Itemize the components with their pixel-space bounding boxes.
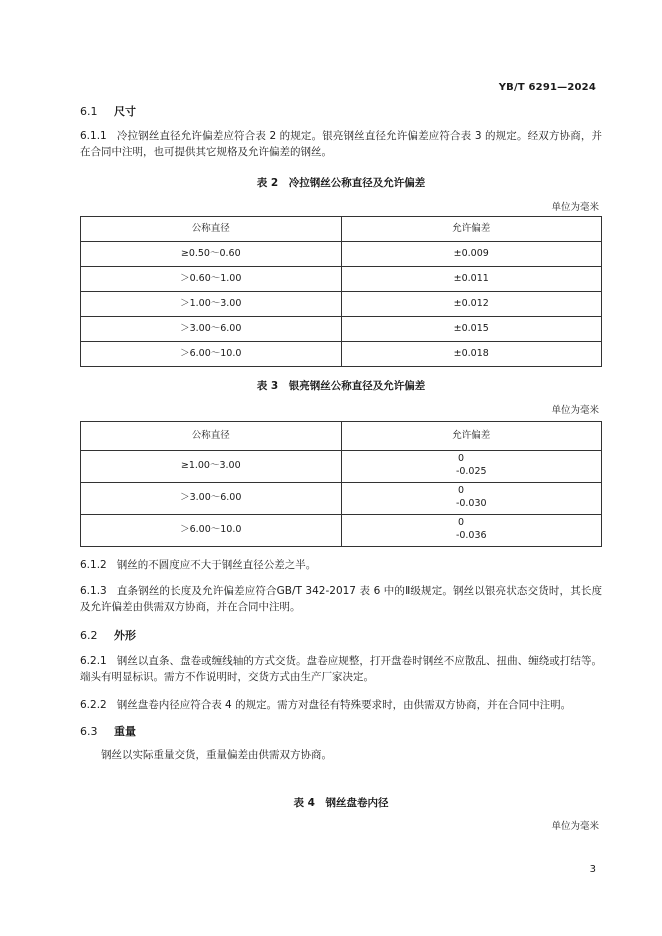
table-3-unit: 单位为毫米 — [551, 405, 599, 416]
section-number: 6.1 — [80, 105, 98, 118]
table-header-row — [81, 422, 602, 451]
section-title: 尺寸 — [114, 105, 136, 118]
table-header-row — [81, 217, 602, 242]
clause-number: 6.1.1 — [80, 130, 107, 142]
table-row — [81, 267, 602, 292]
cell-diameter: ＞6.00～10.0 — [81, 342, 342, 367]
cell-tolerance — [341, 483, 602, 515]
table-4-unit: 单位为毫米 — [551, 821, 599, 832]
cell-diameter: ≥1.00～3.00 — [81, 451, 342, 483]
table-3-caption: 表 3 银亮钢丝公称直径及允许偏差 — [256, 380, 426, 392]
clause-text: 钢丝的不圆度应不大于钢丝直径公差之半。 — [116, 559, 317, 571]
clause-number: 6.2.2 — [80, 699, 107, 711]
clause-6-1-3 — [80, 583, 602, 616]
upper-deviation: 0 — [457, 453, 464, 465]
cell-tolerance — [341, 515, 602, 547]
standard-code: YB/T 6291—2024 — [498, 82, 596, 93]
table-2-unit: 单位为毫米 — [551, 202, 599, 213]
table-2 — [80, 216, 602, 367]
clause-6-1-2 — [80, 557, 602, 573]
clause-text: 直条钢丝的长度及允许偏差应符合GB/T 342-2017 表 6 中的Ⅱ级规定。钢丝以银亮状态交货时，其长度及允许偏差由供需双方协商，并在合同中注明。 — [80, 585, 602, 614]
header-nominal-diameter: 公称直径 — [81, 422, 342, 451]
cell-tolerance: ±0.011 — [341, 267, 602, 292]
table-4-caption: 表 4 钢丝盘卷内径 — [293, 797, 389, 809]
lower-deviation: -0.025 — [455, 466, 487, 478]
table-row — [81, 342, 602, 367]
table-3 — [80, 421, 602, 547]
section-number: 6.3 — [80, 725, 98, 738]
header-tolerance: 允许偏差 — [341, 217, 602, 242]
section-6-3-text: 钢丝以实际重量交货，重量偏差由供需双方协商。 — [101, 749, 332, 761]
clause-text: 钢丝以直条、盘卷或缠线轴的方式交货。盘卷应规整，打开盘卷时钢丝不应散乱、扭曲、缠绕或打结等。端头有明显标识。需方不作说明时，交货方式由生产厂家决定。 — [80, 655, 602, 684]
section-number: 6.2 — [80, 629, 98, 642]
cell-tolerance: ±0.009 — [341, 242, 602, 267]
clause-number: 6.1.3 — [80, 585, 107, 597]
section-6-3-heading — [80, 723, 602, 740]
cell-diameter: ≥0.50～0.60 — [81, 242, 342, 267]
table-2-caption: 表 2 冷拉钢丝公称直径及允许偏差 — [256, 177, 426, 189]
section-6-2-heading — [80, 627, 602, 644]
cell-diameter: ＞1.00～3.00 — [81, 292, 342, 317]
table-row — [81, 515, 602, 547]
header-tolerance: 允许偏差 — [341, 422, 602, 451]
table-row — [81, 317, 602, 342]
table-row — [81, 242, 602, 267]
cell-tolerance: ±0.015 — [341, 317, 602, 342]
lower-deviation: -0.036 — [455, 530, 487, 542]
table-row — [81, 451, 602, 483]
section-6-1-heading — [80, 103, 602, 120]
upper-deviation: 0 — [457, 517, 464, 529]
page-number: 3 — [589, 864, 596, 875]
table-row — [81, 292, 602, 317]
clause-text: 钢丝盘卷内径应符合表 4 的规定。需方对盘径有特殊要求时，由供需双方协商，并在合同中注明。 — [116, 699, 572, 711]
cell-diameter: ＞3.00～6.00 — [81, 317, 342, 342]
cell-diameter: ＞0.60～1.00 — [81, 267, 342, 292]
clause-number: 6.1.2 — [80, 559, 107, 571]
cell-diameter: ＞6.00～10.0 — [81, 515, 342, 547]
header-nominal-diameter: 公称直径 — [81, 217, 342, 242]
cell-tolerance: ±0.012 — [341, 292, 602, 317]
lower-deviation: -0.030 — [455, 498, 487, 510]
clause-number: 6.2.1 — [80, 655, 107, 667]
upper-deviation: 0 — [457, 485, 464, 497]
clause-text: 冷拉钢丝直径允许偏差应符合表 2 的规定。银亮钢丝直径允许偏差应符合表 3 的规定。经双方协商，并在合同中注明，也可提供其它规格及允许偏差的钢丝。 — [80, 130, 602, 159]
table-row — [81, 483, 602, 515]
clause-6-2-2 — [80, 697, 602, 713]
section-title: 外形 — [114, 629, 136, 642]
clause-6-2-1 — [80, 653, 602, 686]
cell-diameter: ＞3.00～6.00 — [81, 483, 342, 515]
cell-tolerance — [341, 451, 602, 483]
clause-6-1-1 — [80, 128, 602, 161]
cell-tolerance: ±0.018 — [341, 342, 602, 367]
section-title: 重量 — [114, 725, 136, 738]
